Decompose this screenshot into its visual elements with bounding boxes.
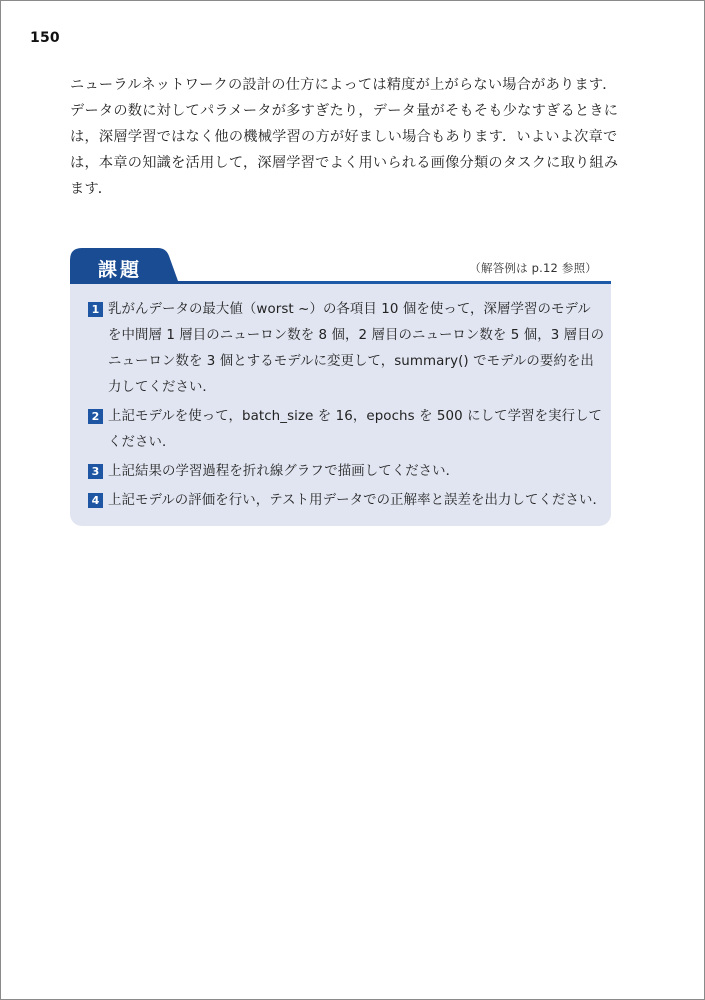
- task-text-line: 乳がんデータの最大値（worst ~）の各項目 10 個を使って，深層学習のモデル: [108, 302, 591, 317]
- intro-line: ニューラルネットワークの設計の仕方によっては精度が上がらない場合があります．: [70, 77, 617, 93]
- task-item: [88, 297, 605, 401]
- task-number-badge: 4: [88, 493, 103, 508]
- task-number-badge: 2: [88, 409, 103, 424]
- answer-reference: （解答例は p.12 参照）: [469, 261, 597, 275]
- intro-paragraph: [70, 72, 619, 202]
- task-item: [88, 459, 598, 485]
- task-text-line: ニューロン数を 3 個とするモデルに変更して，summary() でモデルの要約を出: [108, 354, 594, 369]
- intro-line: データの数に対してパラメータが多すぎたり，データ量がそもそも少なすぎるときに: [70, 103, 619, 119]
- intro-line: は，深層学習ではなく他の機械学習の方が好ましい場合もあります．いよいよ次章で: [70, 129, 618, 145]
- exercise-title: 課題: [98, 259, 143, 281]
- task-text-line: 力してください．: [108, 380, 216, 395]
- task-number-badge: 1: [88, 302, 103, 317]
- task-text-line: 上記結果の学習過程を折れ線グラフで描画してください．: [108, 464, 460, 479]
- task-text-line: 上記モデルを使って，batch_size を 16，epochs を 500 にして学習を実行して: [108, 409, 603, 424]
- intro-line: は，本章の知識を活用して，深層学習でよく用いられる画像分類のタスクに取り組み: [70, 155, 619, 171]
- task-number-badge: 3: [88, 464, 103, 479]
- task-item: [88, 488, 606, 514]
- task-text-line: を中間層 1 層目のニューロン数を 8 個，2 層目のニューロン数を 5 個，3 層目の: [108, 328, 605, 343]
- task-text-line: ください．: [108, 435, 176, 450]
- exercise-body: [70, 284, 611, 526]
- exercise-box: [70, 248, 611, 526]
- task-list: [88, 297, 606, 517]
- task-text-line: 上記モデルの評価を行い，テスト用データでの正解率と誤差を出力してください．: [108, 493, 606, 508]
- task-item: [88, 404, 603, 456]
- exercise-header: [70, 248, 611, 285]
- intro-line: ます．: [70, 181, 113, 197]
- page-number: 150: [30, 30, 60, 46]
